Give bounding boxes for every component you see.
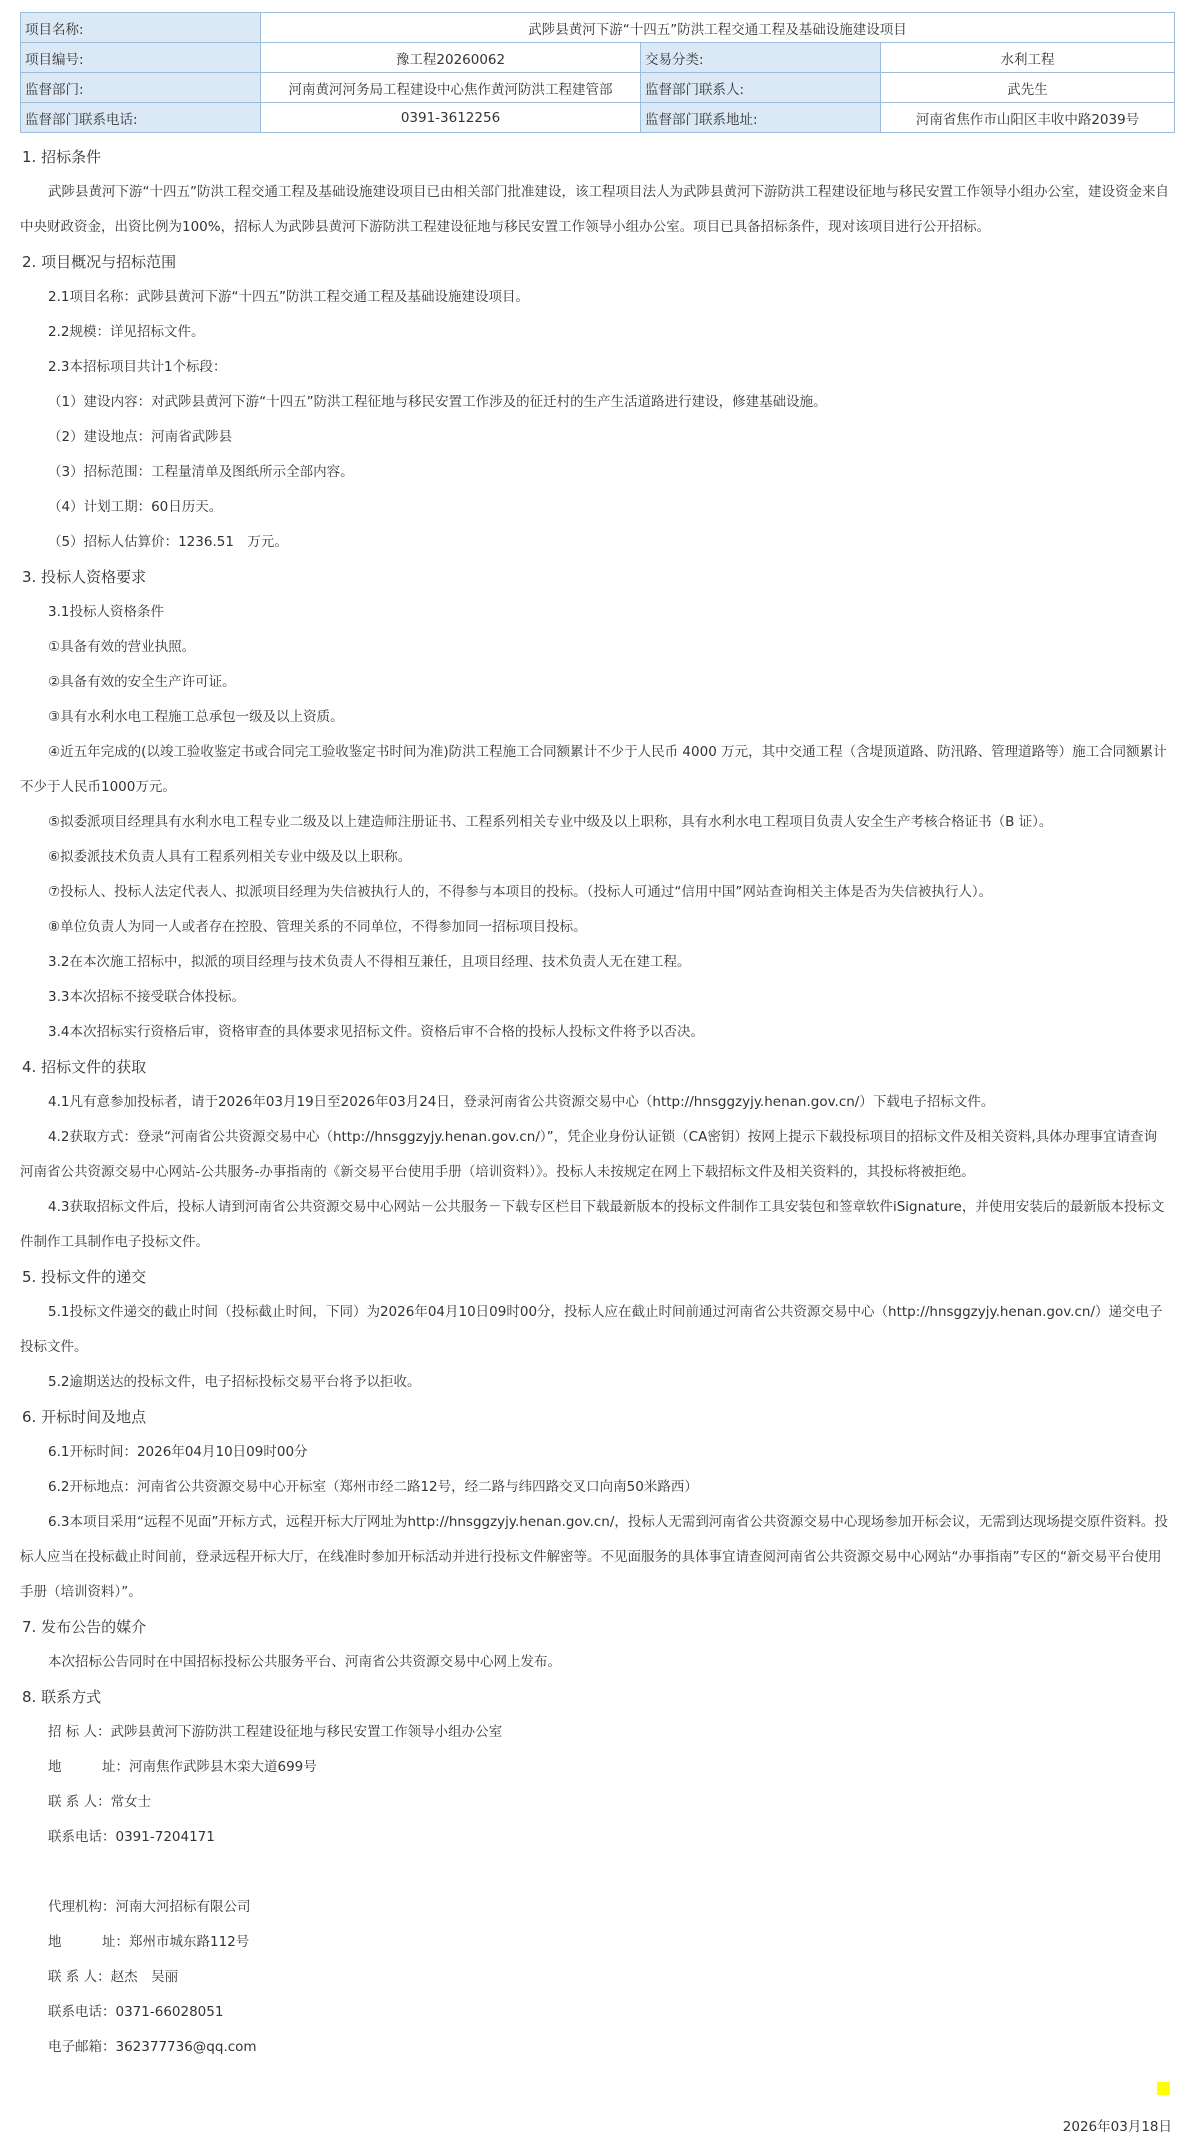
project-code-label: 项目编号:: [21, 43, 261, 73]
table-row: [21, 73, 1175, 103]
paragraph: 武陟县黄河下游“十四五”防洪工程交通工程及基础设施建设项目已由相关部门批准建设，该工程项目法人为武陟县黄河下游防洪工程建设征地与移民安置工作领导小组办公室，建设资金来自中央财政资金，出资比例为100%，招标人为武陟县黄河下游防洪工程建设征地与移民安置工作领导小组办公室。项目已具备招标条件，现对该项目进行公开招标。: [20, 184, 1169, 235]
paragraph: 5.2逾期送达的投标文件，电子招标投标交易平台将予以拒收。: [48, 1374, 421, 1390]
paragraph: 6.2开标地点：河南省公共资源交易中心开标室（郑州市经二路12号，经二路与纬四路交叉口向南50米路西）: [48, 1479, 698, 1495]
paragraph: 2.2规模：详见招标文件。: [48, 324, 205, 340]
paragraph: （4）计划工期：60日历天。: [48, 499, 223, 515]
paragraph: ⑧单位负责人为同一人或者存在控股、管理关系的不同单位，不得参加同一招标项目投标。: [48, 919, 587, 935]
paragraph: ②具备有效的安全生产许可证。: [48, 674, 236, 690]
paragraph: 4.3获取招标文件后，投标人请到河南省公共资源交易中心网站－公共服务－下载专区栏目下载最新版本的投标文件制作工具安装包和签章软件iSignature，并使用安装后的最新版本投标文件制作工具制作电子投标文件。: [20, 1199, 1165, 1250]
trade-type-label: 交易分类:: [641, 43, 881, 73]
paragraph: ③具有水利水电工程施工总承包一级及以上资质。: [48, 709, 344, 725]
supervisor-value: 河南黄河河务局工程建设中心焦作黄河防洪工程建管部: [261, 73, 641, 103]
paragraph: 3.2在本次施工招标中，拟派的项目经理与技术负责人不得相互兼任，且项目经理、技术负责人无在建工程。: [48, 954, 691, 970]
paragraph: 本次招标公告同时在中国招标投标公共服务平台、河南省公共资源交易中心网上发布。: [48, 1654, 561, 1670]
paragraph: 2.3本招标项目共计1个标段：: [48, 359, 227, 375]
table-row: [21, 13, 1175, 43]
paragraph: （2）建设地点：河南省武陟县: [48, 429, 233, 445]
supervisor-label: 监督部门:: [21, 73, 261, 103]
section-heading-bidder-qualifications: 3. 投标人资格要求: [22, 568, 147, 586]
paragraph: ④近五年完成的(以竣工验收鉴定书或合同完工验收鉴定书时间为准)防洪工程施工合同额累计不少于人民币 4000 万元，其中交通工程（含堤顶道路、防汛路、管理道路等）施工合同额累计不少于人民币1000万元。: [20, 744, 1167, 795]
supervisor-phone-value: 0391-3612256: [261, 103, 641, 133]
contact-line: 联系电话：0391-7204171: [48, 1829, 215, 1845]
paragraph: ⑤拟委派项目经理具有水利水电工程专业二级及以上建造师注册证书、工程系列相关专业中级及以上职称，具有水利水电工程项目负责人安全生产考核合格证书（B 证）。: [48, 814, 1053, 830]
supervisor-contact-label: 监督部门联系人:: [641, 73, 881, 103]
section-heading-opening-time: 6. 开标时间及地点: [22, 1408, 147, 1426]
section-heading-contact: 8. 联系方式: [22, 1688, 102, 1706]
supervisor-contact-value: 武先生: [881, 73, 1175, 103]
contact-line: 代理机构：河南大河招标有限公司: [48, 1899, 251, 1915]
contact-line: 招 标 人：武陟县黄河下游防洪工程建设征地与移民安置工作领导小组办公室: [48, 1724, 503, 1740]
paragraph: 4.1凡有意参加投标者，请于2026年03月19日至2026年03月24日，登录河南省公共资源交易中心（http://hnsggzyjy.henan.gov.cn/）下载电子招标文件。: [48, 1094, 995, 1110]
paragraph: （3）招标范围：工程量清单及图纸所示全部内容。: [48, 464, 354, 480]
section-heading-media: 7. 发布公告的媒介: [22, 1618, 147, 1636]
paragraph: （1）建设内容：对武陟县黄河下游“十四五”防洪工程征地与移民安置工作涉及的征迁村的生产生活道路进行建设，修建基础设施。: [48, 394, 827, 410]
paragraph: 3.3本次招标不接受联合体投标。: [48, 989, 245, 1005]
project-info-table: [20, 12, 1175, 133]
paragraph: 4.2获取方式：登录“河南省公共资源交易中心（http://hnsggzyjy.henan.gov.cn/）”，凭企业身份认证锁（CA密钥）按网上提示下载投标项目的招标文件及相关资料,具体办理事宜请查询河南省公共资源交易中心网站-公共服务-办事指南的《新交易平台使用手册（培训资料）》。投标人未按规定在网上下载招标文件及相关资料的，其投标将被拒绝。: [20, 1129, 1158, 1180]
paragraph: 6.1开标时间：2026年04月10日09时00分: [48, 1444, 308, 1460]
paragraph: 5.1投标文件递交的截止时间（投标截止时间，下同）为2026年04月10日09时00分，投标人应在截止时间前通过河南省公共资源交易中心（http://hnsggzyjy.henan.gov.cn/）递交电子投标文件。: [20, 1304, 1163, 1355]
publish-date: 2026年03月18日: [1062, 2119, 1172, 2135]
project-code-value: 豫工程20260062: [261, 43, 641, 73]
project-name-label: 项目名称:: [21, 13, 261, 43]
section-heading-obtain-documents: 4. 招标文件的获取: [22, 1058, 147, 1076]
paragraph: （5）招标人估算价：1236.51 万元。: [48, 534, 288, 550]
contact-line: 地 址：河南焦作武陟县木栾大道699号: [48, 1759, 317, 1775]
contact-email: 电子邮箱：362377736@qq.com: [48, 2039, 257, 2055]
paragraph: ⑦投标人、投标人法定代表人、拟派项目经理为失信被执行人的，不得参与本项目的投标。（投标人可通过“信用中国”网站查询相关主体是否为失信被执行人）。: [48, 884, 993, 900]
paragraph: 3.1投标人资格条件: [48, 604, 164, 620]
paragraph: ①具备有效的营业执照。: [48, 639, 196, 655]
contact-line: 联 系 人：赵杰 吴丽: [48, 1969, 179, 1985]
trade-type-value: 水利工程: [881, 43, 1175, 73]
yellow-marker: [1157, 2082, 1170, 2095]
project-name-value: 武陟县黄河下游“十四五”防洪工程交通工程及基础设施建设项目: [261, 13, 1175, 43]
contact-line: 地 址：郑州市城东路112号: [48, 1934, 250, 1950]
paragraph: 2.1项目名称：武陟县黄河下游“十四五”防洪工程交通工程及基础设施建设项目。: [48, 289, 529, 305]
announcement-body: [20, 140, 1170, 2065]
table-row: [21, 103, 1175, 133]
paragraph: 6.3本项目采用“远程不见面”开标方式，远程开标大厅网址为http://hnsggzyjy.henan.gov.cn/，投标人无需到河南省公共资源交易中心现场参加开标会议，无需到达现场提交原件资料。投标人应当在投标截止时间前，登录远程开标大厅，在线准时参加开标活动并进行投标文件解密等。不见面服务的具体事宜请查阅河南省公共资源交易中心网站“办事指南”专区的“新交易平台使用手册（培训资料）”。: [20, 1514, 1168, 1600]
supervisor-address-label: 监督部门联系地址:: [641, 103, 881, 133]
table-row: [21, 43, 1175, 73]
section-heading-project-overview: 2. 项目概况与招标范围: [22, 253, 177, 271]
paragraph: 3.4本次招标实行资格后审，资格审查的具体要求见招标文件。资格后审不合格的投标人投标文件将予以否决。: [48, 1024, 704, 1040]
section-heading-bidding-conditions: 1. 招标条件: [22, 148, 102, 166]
contact-line: 联系电话：0371-66028051: [48, 2004, 224, 2020]
section-heading-submit-bids: 5. 投标文件的递交: [22, 1268, 147, 1286]
paragraph: ⑥拟委派技术负责人具有工程系列相关专业中级及以上职称。: [48, 849, 412, 865]
contact-line: 联 系 人：常女士: [48, 1794, 152, 1810]
spacer: [20, 1855, 1170, 1890]
supervisor-phone-label: 监督部门联系电话:: [21, 103, 261, 133]
supervisor-address-value: 河南省焦作市山阳区丰收中路2039号: [881, 103, 1175, 133]
